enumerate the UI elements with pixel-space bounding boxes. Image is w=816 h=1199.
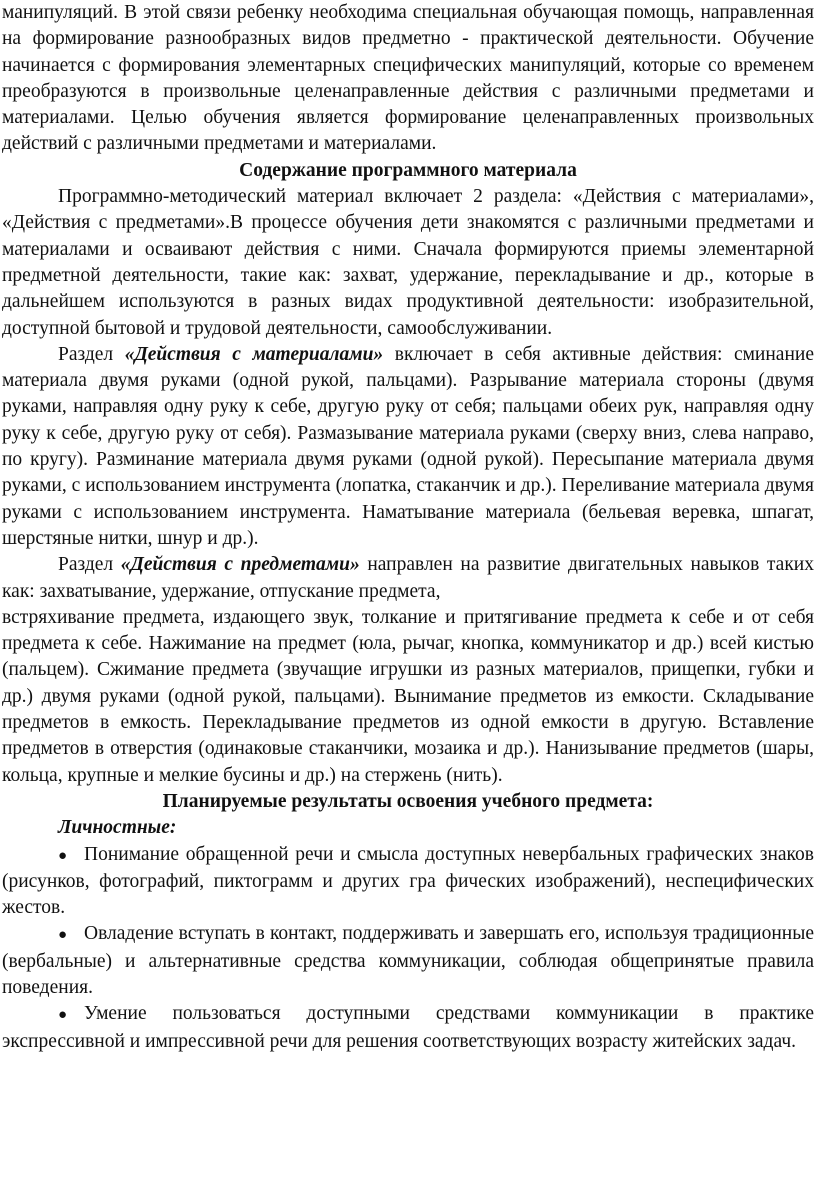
list-item bbox=[2, 921, 814, 1001]
paragraph-intro: манипуляций. В этой связи ребенку необходима специальная обучающая помощь, направленная на формирование разнообразных видов предметно - практической деятельности. Обучение начинается с формирования элементарных специфических манипуляций, которые со временем преобразуются в произвольные целенаправленные действия с различными предметами и материалами. Целью обучения является формирование целенаправленных произвольных действий с различными предметами и материалами. bbox=[2, 2, 814, 155]
section-label: Раздел bbox=[58, 554, 121, 576]
section-title-materials: «Действия с материалами» bbox=[124, 343, 384, 365]
bullet-icon: ● bbox=[58, 847, 68, 864]
subheading-personal: Личностные: bbox=[58, 817, 177, 839]
list-item-text: Понимание обращенной речи и смысла доступных невербальных графических знаков (рисунков, фотографий, пиктограмм и других гра фических изображений), неспецифических жестов. bbox=[2, 843, 814, 919]
section-title-objects: «Действия с предметами» bbox=[120, 554, 360, 576]
paragraph-actions-with-materials bbox=[2, 342, 814, 552]
paragraph-actions-with-objects bbox=[2, 552, 814, 605]
paragraph-actions-with-objects-continued: встряхивание предмета, издающего звук, толкание и притягивание предмета к себе и от себя предмета к себе. Нажимание на предмет (юла, рычаг, кнопка, коммуникатор и др.) всей кистью (пальцем). Сжимание предмета (звучащие игрушки из разных материалов, прищепки, губки и др.) двумя руками (одной рукой, пальцами). Вынимание предметов из емкости. Складывание предметов в емкость. Перекладывание предметов из одной емкости в другую. Вставление предметов в отверстия (одинаковые стаканчики, мозаика и др.). Нанизывание предметов (шары, кольца, крупные и мелкие бусины и др.) на стержень (нить). bbox=[2, 606, 814, 786]
list-item-text: Умение пользоваться доступными средствами коммуникации в практике экспрессивной и импрессивной речи для решения соответствующих возрасту житейских задач. bbox=[2, 1003, 814, 1052]
list-item bbox=[2, 1001, 814, 1055]
section-label: Раздел bbox=[58, 343, 125, 365]
list-item-text: Овладение вступать в контакт, поддерживать и завершать его, используя традиционные (вербальные) и альтернативные средства коммуникации, соблюдая общепринятые правила поведения. bbox=[2, 923, 814, 998]
bullet-icon: ● bbox=[58, 1007, 68, 1024]
section-heading-planned-results: Планируемые результаты освоения учебного предмета: bbox=[162, 790, 654, 812]
bullet-icon: ● bbox=[58, 927, 68, 944]
list-item bbox=[2, 842, 814, 922]
paragraph-program-overview: Программно-методический материал включает 2 раздела: «Действия с материалами», «Действия с предметами».В процессе обучения дети знакомятся с различными предметами и материалами и осваивают действия с ними. Сначала формируются приемы элементарной предметной деятельности, такие как: захват, удержание, перекладывание и др., которые в дальнейшем используются в разных видах продуктивной деятельности: изобразительной, доступной бытовой и трудовой деятельности, самообслуживании. bbox=[2, 186, 814, 339]
paragraph-text: направлен на развитие двигательных навыков таких как: захватывание, удержание, отпускание предмета, bbox=[2, 554, 814, 602]
paragraph-text: включает в себя активные действия: сминание материала двумя руками (одной рукой, пальцами). Разрывание материала стороны (двумя руками, направляя одну руку к себе, другую руку от себя; пальцами обеих рук, направляя одну руку к себе, другую руку от себя). Размазывание материала руками (сверху вниз, слева направо, по кругу). Разминание материала двумя руками (одной рукой). Пересыпание материала двумя руками, с использованием инструмента (лопатка, стаканчик и др.). Переливание материала двумя руками с использованием инструмента. Наматывание материала (бельевая веревка, шпагат, шерстяные нитки, шнур и др.). bbox=[2, 343, 814, 549]
section-heading-program-content: Содержание программного материала bbox=[239, 159, 577, 181]
